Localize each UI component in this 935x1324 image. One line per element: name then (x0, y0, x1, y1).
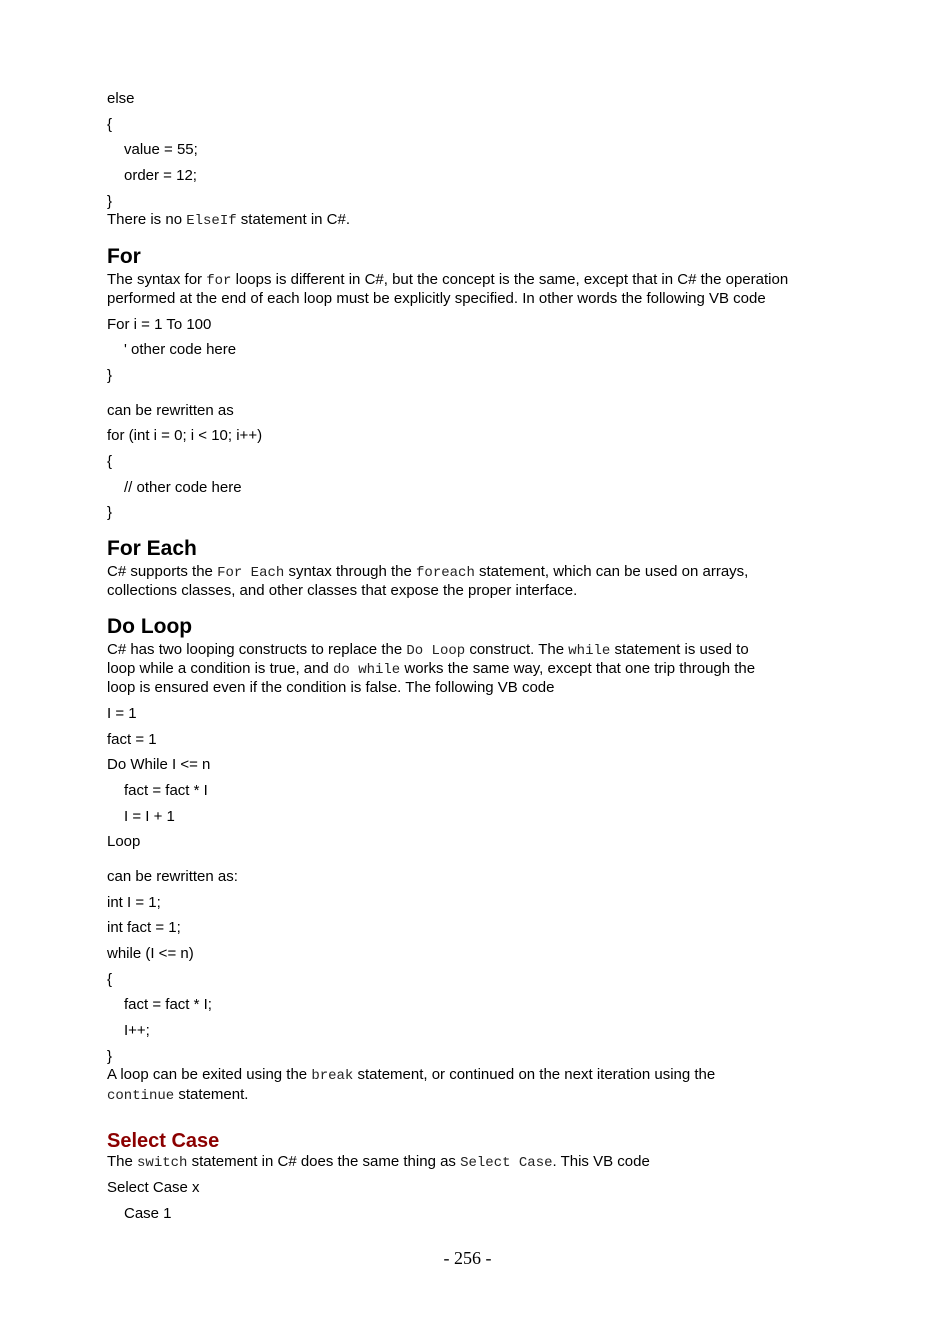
code-line: fact = fact * I (124, 782, 208, 799)
inline-code: ElseIf (186, 213, 237, 229)
section-heading-for-each: For Each (107, 537, 197, 560)
text: statement in C#. (236, 211, 351, 228)
paragraph (107, 660, 755, 679)
code-line: Select Case x (107, 1179, 200, 1196)
code-line: // other code here (124, 479, 242, 496)
code-line: } (107, 193, 113, 210)
section-heading-select-case: Select Case (107, 1130, 220, 1152)
code-line: { (107, 453, 113, 470)
paragraph (107, 1153, 650, 1172)
paragraph-line: performed at the end of each loop must be explicitly specified. In other words the following VB code (107, 290, 766, 307)
paragraph-line: can be rewritten as: (107, 868, 238, 885)
code-line: For i = 1 To 100 (107, 316, 212, 333)
paragraph (107, 1086, 248, 1105)
code-line: ' other code here (124, 341, 237, 358)
code-line: { (107, 971, 113, 988)
inline-code: foreach (416, 565, 475, 581)
code-line: order = 12; (124, 167, 197, 184)
paragraph (107, 641, 749, 660)
code-line: } (107, 367, 113, 384)
inline-code: Do Loop (406, 643, 466, 659)
paragraph (107, 1066, 715, 1085)
code-line: for (int i = 0; i < 10; i++) (107, 427, 263, 444)
text: The (107, 1153, 138, 1170)
code-line: } (107, 504, 113, 521)
inline-code: For Each (217, 565, 285, 581)
code-line: Do While I <= n (107, 756, 211, 773)
text: C# supports the (107, 563, 218, 580)
text: There is no (107, 211, 187, 228)
text: statement, or continued on the next iteration using the (353, 1066, 716, 1083)
text: statement. (174, 1086, 249, 1103)
code-line: Case 1 (124, 1205, 172, 1222)
section-heading-for: For (107, 245, 141, 268)
text: loop while a condition is true, and (107, 660, 333, 677)
text: loops is different in C#, but the concept is the same, except that in C# the operation (231, 271, 789, 288)
code-line: I = 1 (107, 705, 137, 722)
inline-code: while (568, 643, 611, 659)
paragraph (107, 211, 350, 230)
code-line: int I = 1; (107, 894, 161, 911)
text: C# has two looping constructs to replace the (107, 641, 407, 658)
inline-code: do while (332, 662, 401, 678)
code-line: I = I + 1 (124, 808, 175, 825)
inline-code: break (311, 1068, 354, 1084)
code-line: fact = fact * I; (124, 996, 212, 1013)
paragraph-line: loop is ensured even if the condition is false. The following VB code (107, 679, 555, 696)
inline-code: continue (107, 1088, 175, 1104)
text: . This VB code (552, 1153, 650, 1170)
paragraph-line: can be rewritten as (107, 402, 234, 419)
text: statement in C# does the same thing as (187, 1153, 461, 1170)
text: The syntax for (107, 271, 207, 288)
code-line: value = 55; (124, 141, 198, 158)
text: construct. The (465, 641, 569, 658)
code-line: I++; (124, 1022, 150, 1039)
code-line: int fact = 1; (107, 919, 181, 936)
code-line: fact = 1 (107, 731, 157, 748)
page-number: - 256 - (443, 1248, 492, 1268)
paragraph-line: collections classes, and other classes that expose the proper interface. (107, 582, 578, 599)
inline-code: for (206, 273, 232, 289)
code-line: while (I <= n) (107, 945, 194, 962)
text: statement is used to (610, 641, 749, 658)
code-line: } (107, 1048, 113, 1065)
code-line: Loop (107, 833, 141, 850)
text: A loop can be exited using the (107, 1066, 312, 1083)
section-heading-do-loop: Do Loop (107, 615, 193, 638)
text: statement, which can be used on arrays, (474, 563, 749, 580)
code-line: else (107, 90, 135, 107)
text: syntax through the (284, 563, 417, 580)
paragraph (107, 563, 748, 582)
inline-code: Select Case (460, 1155, 553, 1171)
code-line: { (107, 116, 113, 133)
paragraph (107, 271, 788, 290)
inline-code: switch (137, 1155, 188, 1171)
text: works the same way, except that one trip through the (400, 660, 756, 677)
